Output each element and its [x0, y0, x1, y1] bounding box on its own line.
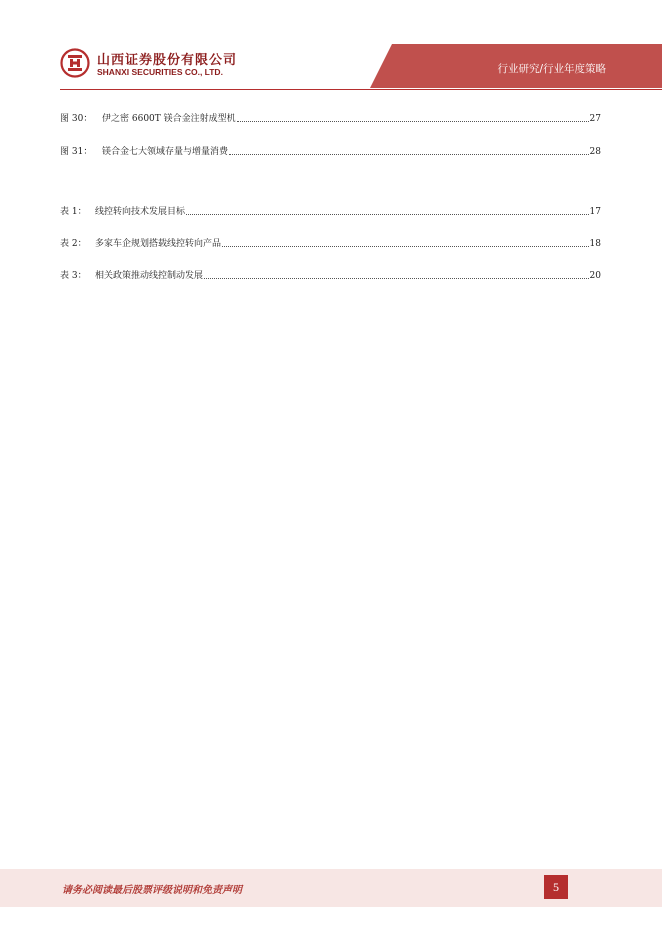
toc-entry-figure-31[interactable]	[60, 144, 601, 158]
toc-entry-title: 伊之密 6600T 镁合金注射成型机	[102, 114, 236, 124]
toc-entry-label: 表 3：	[60, 271, 87, 281]
toc-entry-label: 图 30：	[60, 114, 93, 124]
toc-entry-table-1[interactable]	[60, 204, 601, 218]
company-logo-icon	[60, 48, 90, 78]
page-number: 5	[544, 875, 568, 899]
toc-entry-label: 表 2：	[60, 239, 87, 249]
company-name-cn: 山西证券股份有限公司	[97, 53, 238, 68]
report-category: 行业研究/行业年度策略	[497, 63, 606, 75]
toc-entry-page: 17	[589, 207, 601, 217]
toc-entry-label: 图 31：	[60, 147, 93, 157]
toc-entry-title: 相关政策推动线控制动发展	[95, 271, 204, 281]
toc-entry-figure-30[interactable]	[60, 111, 601, 125]
toc-entry-page: 20	[589, 271, 601, 281]
toc-entry-table-2[interactable]	[60, 236, 601, 250]
toc-entry-page: 28	[589, 147, 601, 157]
header-divider	[60, 89, 662, 90]
toc-entry-table-3[interactable]	[60, 268, 601, 282]
header-banner	[0, 0, 662, 92]
toc-entry-page: 27	[589, 114, 601, 124]
toc-entry-label: 表 1：	[60, 207, 87, 217]
toc-leader-dots	[237, 113, 589, 122]
toc-leader-dots	[186, 206, 589, 215]
disclaimer-notice: 请务必阅读最后股票评级说明和免责声明	[62, 885, 242, 896]
page-header	[0, 0, 662, 92]
toc-entry-title: 镁合金七大领域存量与增量消费	[102, 147, 229, 157]
page-footer	[0, 869, 662, 907]
toc-entry-title: 线控转向技术发展目标	[95, 207, 186, 217]
toc-leader-dots	[204, 270, 589, 279]
company-name-en: SHANXI SECURITIES CO., LTD.	[97, 67, 223, 77]
toc-entry-page: 18	[589, 239, 601, 249]
toc-entry-title: 多家车企规划搭载线控转向产品	[95, 239, 222, 249]
toc-leader-dots	[222, 238, 589, 247]
toc-leader-dots	[229, 146, 589, 155]
